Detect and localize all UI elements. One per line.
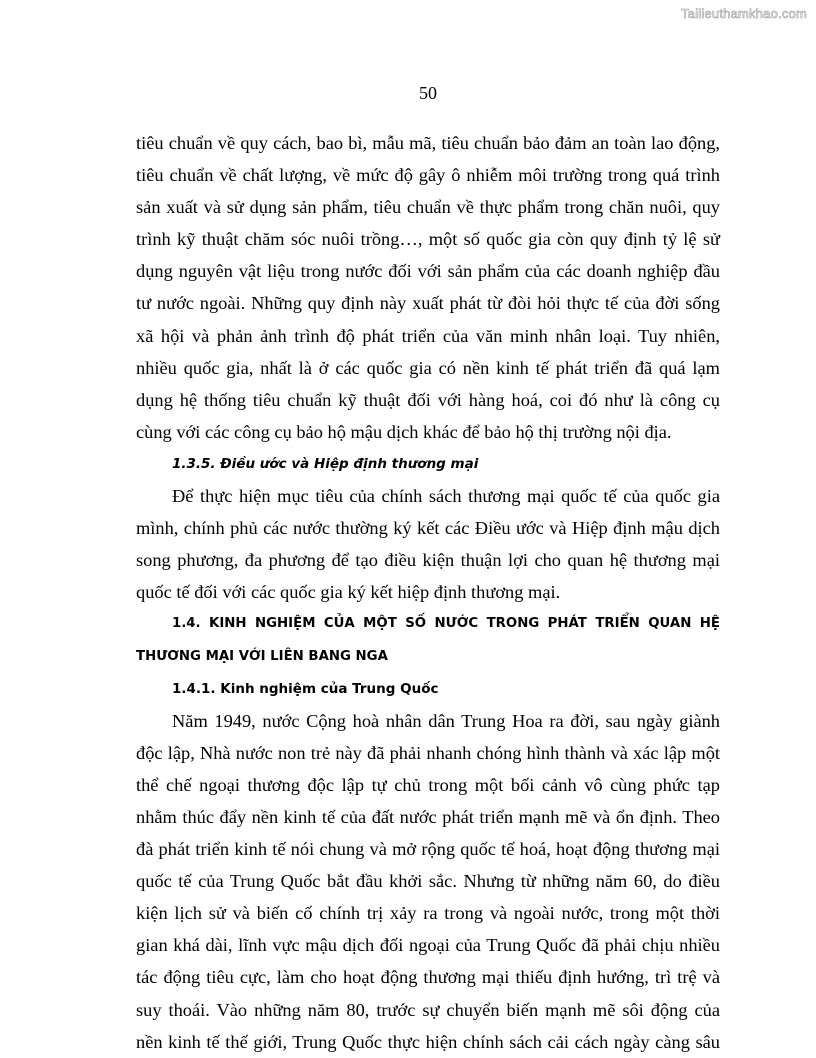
text-line: tác động tiêu cực, làm cho hoạt động thương mại thiếu định hướng, trì trệ và <box>136 967 720 988</box>
paragraph-treaties <box>136 480 720 608</box>
text-line: tiêu chuẩn về quy cách, bao bì, mẫu mã, tiêu chuẩn bảo đảm an toàn lao động, <box>136 133 720 153</box>
text-line: gian khá dài, lĩnh vực mậu dịch đối ngoại của Trung Quốc đã phải chịu nhiều <box>136 935 720 956</box>
heading-line: THƯƠNG MẠI VỚI LIÊN BANG NGA <box>136 648 388 664</box>
text-line: dụng hệ thống tiêu chuẩn kỹ thuật đối với hàng hoá, coi đó như là công cụ <box>136 389 720 410</box>
text-line: xã hội và phản ảnh trình độ phát triển của văn minh nhân loại. Tuy nhiên, <box>136 325 720 346</box>
heading-1-3-5: 1.3.5. Điều ước và Hiệp định thương mại <box>172 455 479 472</box>
paragraph-china-experience <box>136 705 720 1058</box>
text-line: độc lập, Nhà nước non trẻ này đã phải nhanh chóng hình thành và xác lập một <box>136 742 720 763</box>
heading-1-4 <box>136 608 720 672</box>
text-line: tư nước ngoài. Những quy định này xuất phát từ đòi hỏi thực tế của đời sống <box>136 293 720 314</box>
text-line: trình kỹ thuật chăm sóc nuôi trồng…, một số quốc gia còn quy định tỷ lệ sử <box>136 229 720 250</box>
text-line: quốc tế của Trung Quốc bắt đầu khởi sắc. Nhưng từ những năm 60, do điều <box>136 871 720 892</box>
text-line: Năm 1949, nước Cộng hoà nhân dân Trung Hoa ra đời, sau ngày giành <box>172 710 720 731</box>
text-line: quốc tế đối với các quốc gia ký kết hiệp định thương mại. <box>136 582 561 603</box>
text-line: Để thực hiện mục tiêu của chính sách thương mại quốc tế của quốc gia <box>172 486 720 507</box>
document-body <box>136 127 720 1058</box>
text-line: nhiều quốc gia, nhất là ở các quốc gia có nền kinh tế phát triển đã quá lạm <box>136 357 720 378</box>
page-number: 50 <box>419 83 437 103</box>
paragraph-technical-standards <box>136 127 720 448</box>
text-line: dụng nguyên vật liệu trong nước đối với sản phẩm của các doanh nghiệp đầu <box>136 261 720 282</box>
text-line: đà phát triển kinh tế nói chung và mở rộng quốc tế hoá, hoạt động thương mại <box>136 839 720 860</box>
text-line: song phương, đa phương để tạo điều kiện thuận lợi cho quan hệ thương mại <box>136 550 720 571</box>
heading-1-4-1: 1.4.1. Kinh nghiệm của Trung Quốc <box>172 680 439 697</box>
text-line: thể chế ngoại thương độc lập tự chủ trong một bối cảnh vô cùng phức tạp <box>136 774 720 795</box>
watermark-text: Tailieuthamkhao.com <box>681 6 807 21</box>
heading-line: 1.4. KINH NGHIỆM CỦA MỘT SỐ NƯỚC TRONG PHÁT TRIỂN QUAN HỆ <box>172 616 720 632</box>
text-line: nền kinh tế thế giới, Trung Quốc thực hiện chính sách cải cách ngày càng sâu <box>136 1031 720 1052</box>
text-line: cùng với các công cụ bảo hộ mậu dịch khác để bảo hộ thị trường nội địa. <box>136 421 672 442</box>
text-line: suy thoái. Vào những năm 80, trước sự chuyển biến mạnh mẽ sôi động của <box>136 999 720 1020</box>
text-line: mình, chính phủ các nước thường ký kết các Điều ước và Hiệp định mậu dịch <box>136 518 720 539</box>
text-line: sản xuất và sử dụng sản phẩm, tiêu chuẩn về thực phẩm trong chăn nuôi, quy <box>136 197 720 218</box>
text-line: tiêu chuẩn về chất lượng, về mức độ gây ô nhiễm môi trường trong quá trình <box>136 165 720 186</box>
text-line: kiện lịch sử và biến cố chính trị xảy ra trong và ngoài nước, trong một thời <box>136 903 720 924</box>
text-line: nhằm thúc đẩy nền kinh tế của đất nước phát triển mạnh mẽ và ổn định. Theo <box>136 806 720 827</box>
